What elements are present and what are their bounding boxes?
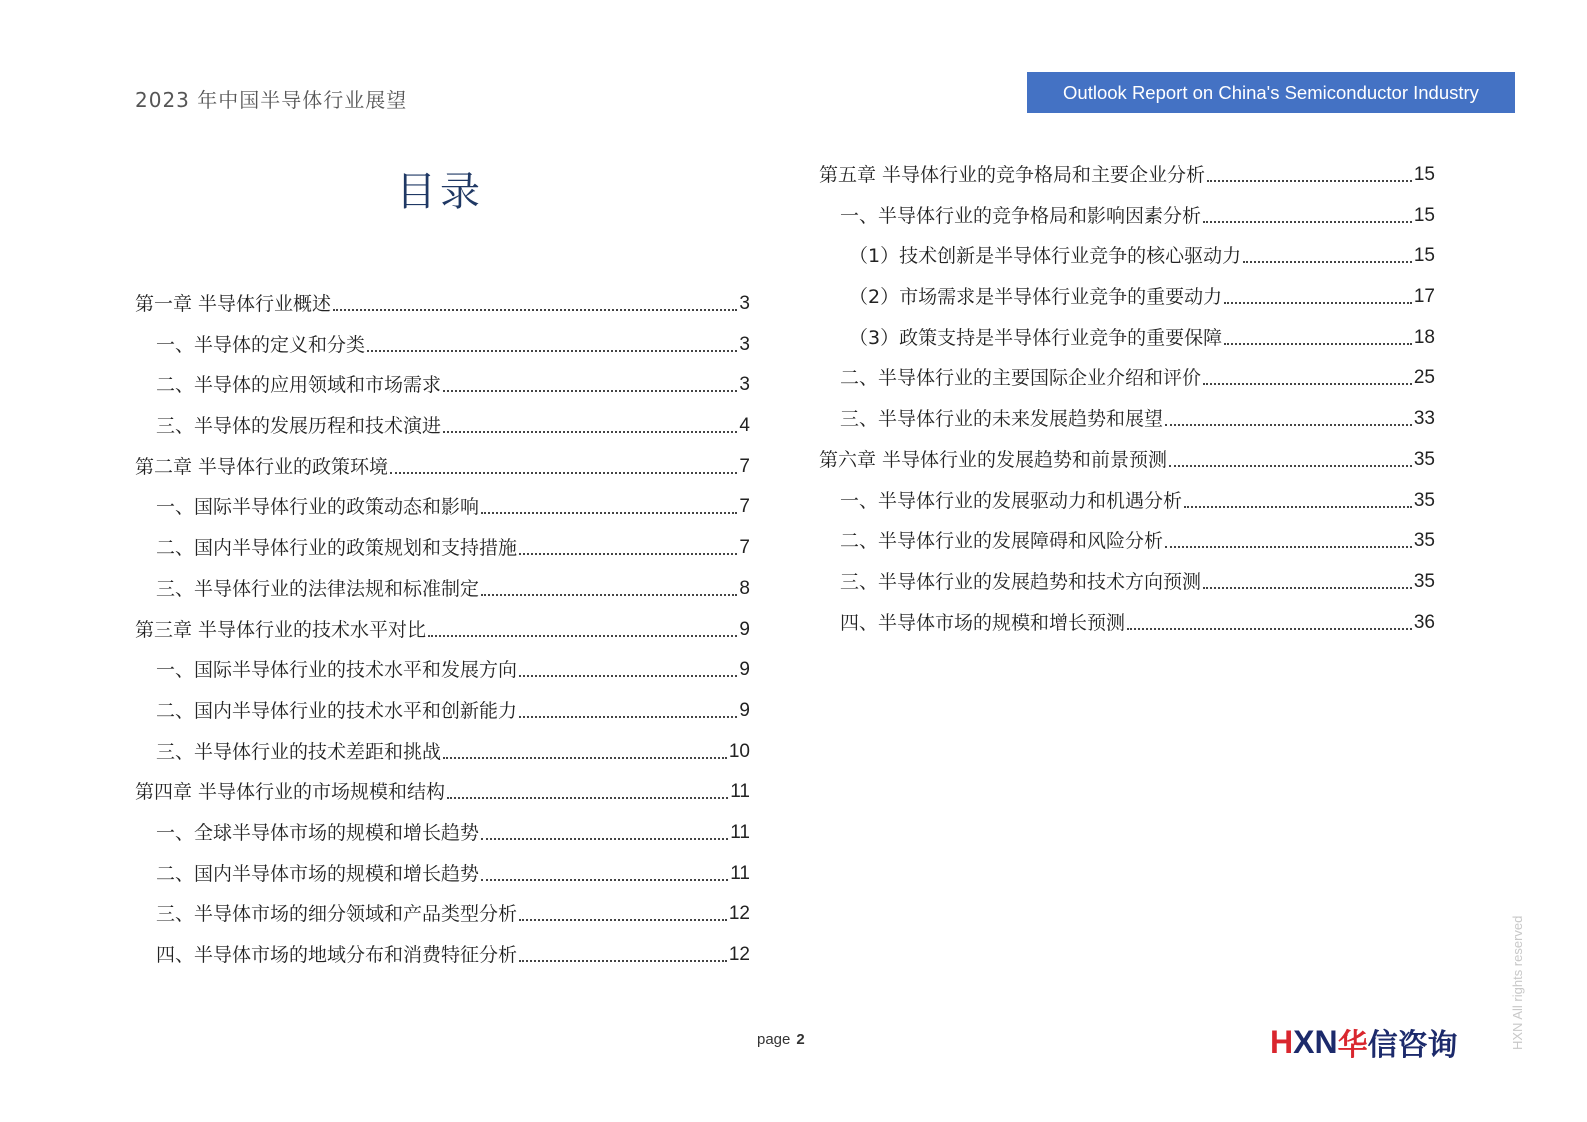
toc-leader-dots bbox=[1224, 302, 1412, 304]
toc-entry-text: 三、半导体行业的法律法规和标准制定 bbox=[156, 577, 480, 600]
toc-entry-page: 3 bbox=[739, 293, 750, 314]
toc-entry-page: 11 bbox=[730, 821, 750, 843]
toc-entry-page: 7 bbox=[739, 537, 750, 559]
toc-leader-dots bbox=[1243, 261, 1412, 263]
toc-entry-page: 15 bbox=[1413, 245, 1435, 267]
toc-entry-page: 35 bbox=[1413, 448, 1435, 470]
toc-entry-page: 18 bbox=[1413, 326, 1435, 348]
toc-entry-page: 11 bbox=[730, 781, 750, 803]
toc-entry-page: 7 bbox=[739, 455, 750, 477]
toc-leader-dots bbox=[519, 553, 737, 555]
toc-leader-dots bbox=[1203, 221, 1412, 223]
toc-entry[interactable] bbox=[135, 528, 750, 561]
rights-notice: HXN All rights reserved bbox=[1510, 915, 1525, 1050]
toc-entry-page: 35 bbox=[1413, 570, 1435, 592]
toc-leader-dots bbox=[519, 716, 737, 718]
toc-entry-page: 12 bbox=[728, 903, 750, 925]
toc-entry-text: 第三章 半导体行业的技术水平对比 bbox=[135, 618, 427, 641]
toc-entry[interactable] bbox=[135, 325, 750, 358]
logo-latin: XN bbox=[1293, 1023, 1338, 1060]
hxn-logo bbox=[1270, 1022, 1458, 1062]
toc-entry-text: 第五章 半导体行业的竞争格局和主要企业分析 bbox=[819, 164, 1206, 186]
toc-leader-dots bbox=[447, 797, 728, 799]
page-footer bbox=[757, 1031, 805, 1048]
toc-entry[interactable] bbox=[135, 487, 750, 520]
toc-entry-page: 7 bbox=[739, 496, 750, 518]
toc-leader-dots bbox=[1165, 546, 1412, 548]
toc-entry[interactable] bbox=[135, 610, 750, 643]
toc-entry-text: 二、国内半导体市场的规模和增长趋势 bbox=[156, 862, 480, 885]
header-banner: Outlook Report on China's Semiconductor Industry bbox=[1027, 72, 1515, 113]
toc-entry[interactable] bbox=[819, 318, 1435, 351]
toc-leader-dots bbox=[481, 879, 728, 881]
toc-leader-dots bbox=[443, 390, 737, 392]
toc-entry[interactable] bbox=[819, 236, 1435, 269]
toc-entry[interactable] bbox=[135, 406, 750, 439]
toc-entry-page: 3 bbox=[739, 333, 750, 355]
page-label: page bbox=[757, 1031, 791, 1048]
toc-entry-text: 三、半导体市场的细分领域和产品类型分析 bbox=[156, 903, 518, 926]
toc-entry[interactable] bbox=[135, 691, 750, 724]
toc-leader-dots bbox=[1207, 180, 1412, 182]
toc-entry[interactable] bbox=[819, 399, 1435, 432]
toc-entry[interactable] bbox=[819, 277, 1435, 310]
toc-entry-page: 25 bbox=[1413, 367, 1435, 389]
toc-leader-dots bbox=[443, 431, 737, 433]
toc-entry-text: 第一章 半导体行业概述 bbox=[135, 293, 332, 315]
toc-entry-text: （1）技术创新是半导体行业竞争的核心驱动力 bbox=[849, 245, 1242, 268]
toc-leader-dots bbox=[1184, 506, 1412, 508]
toc-entry[interactable] bbox=[819, 603, 1435, 636]
toc-entry-text: 一、全球半导体市场的规模和增长趋势 bbox=[156, 821, 480, 844]
toc-entry-text: 第二章 半导体行业的政策环境 bbox=[135, 455, 389, 478]
toc-entry-text: 一、半导体行业的竞争格局和影响因素分析 bbox=[840, 204, 1202, 227]
toc-entry-page: 15 bbox=[1413, 164, 1435, 185]
toc-entry-page: 36 bbox=[1413, 611, 1435, 633]
toc-entry-page: 4 bbox=[739, 415, 750, 437]
toc-entry-page: 9 bbox=[739, 659, 750, 681]
toc-leader-dots bbox=[481, 838, 728, 840]
toc-leader-dots bbox=[481, 594, 737, 596]
toc-entry-text: （2）市场需求是半导体行业竞争的重要动力 bbox=[849, 286, 1223, 309]
toc-entry-text: 一、半导体行业的发展驱动力和机遇分析 bbox=[840, 489, 1183, 512]
toc-leader-dots bbox=[519, 919, 727, 921]
toc-entry-page: 8 bbox=[739, 577, 750, 599]
toc-entry[interactable] bbox=[819, 440, 1435, 473]
toc-leader-dots bbox=[428, 635, 737, 637]
toc-leader-dots bbox=[443, 757, 727, 759]
toc-left-column bbox=[135, 284, 750, 976]
toc-leader-dots bbox=[1169, 465, 1412, 467]
toc-entry-text: 一、国际半导体行业的技术水平和发展方向 bbox=[156, 659, 518, 682]
header-title: 2023 年中国半导体行业展望 bbox=[135, 88, 408, 112]
toc-leader-dots bbox=[1165, 424, 1412, 426]
toc-entry-text: （3）政策支持是半导体行业竞争的重要保障 bbox=[849, 326, 1223, 349]
logo-cn-red: 华 bbox=[1337, 1028, 1368, 1063]
toc-entry-page: 9 bbox=[739, 618, 750, 640]
toc-leader-dots bbox=[1203, 587, 1412, 589]
toc-entry[interactable] bbox=[135, 650, 750, 683]
logo-mark: H bbox=[1270, 1023, 1294, 1060]
toc-leader-dots bbox=[333, 309, 737, 311]
toc-entry[interactable] bbox=[135, 732, 750, 765]
toc-entry[interactable] bbox=[135, 365, 750, 398]
toc-entry-text: 一、半导体的定义和分类 bbox=[156, 333, 366, 356]
toc-entry[interactable] bbox=[819, 562, 1435, 595]
toc-entry[interactable] bbox=[819, 358, 1435, 391]
toc-leader-dots bbox=[519, 675, 737, 677]
toc-entry-page: 9 bbox=[739, 699, 750, 721]
toc-leader-dots bbox=[367, 350, 737, 352]
toc-entry-page: 10 bbox=[728, 740, 750, 762]
toc-right-column bbox=[819, 155, 1435, 643]
toc-entry[interactable] bbox=[135, 813, 750, 846]
toc-entry-text: 三、半导体行业的发展趋势和技术方向预测 bbox=[840, 570, 1202, 593]
toc-leader-dots bbox=[1127, 628, 1412, 630]
toc-entry-text: 二、国内半导体行业的政策规划和支持措施 bbox=[156, 537, 518, 560]
toc-entry-text: 第四章 半导体行业的市场规模和结构 bbox=[135, 781, 446, 804]
toc-entry[interactable] bbox=[135, 854, 750, 887]
toc-leader-dots bbox=[519, 960, 727, 962]
toc-entry[interactable] bbox=[819, 155, 1435, 188]
toc-entry[interactable] bbox=[135, 935, 750, 968]
toc-entry[interactable] bbox=[135, 569, 750, 602]
toc-entry-page: 3 bbox=[739, 374, 750, 396]
toc-entry-page: 35 bbox=[1413, 530, 1435, 552]
toc-entry-page: 17 bbox=[1413, 286, 1435, 308]
toc-entry-text: 二、半导体行业的主要国际企业介绍和评价 bbox=[840, 367, 1202, 390]
toc-entry-text: 四、半导体市场的规模和增长预测 bbox=[840, 611, 1126, 634]
logo-cn-blue: 信咨询 bbox=[1367, 1028, 1458, 1063]
toc-leader-dots bbox=[390, 472, 737, 474]
toc-entry[interactable] bbox=[819, 196, 1435, 229]
toc-entry-text: 二、国内半导体行业的技术水平和创新能力 bbox=[156, 699, 518, 722]
toc-entry[interactable] bbox=[135, 772, 750, 805]
toc-entry[interactable] bbox=[135, 284, 750, 317]
toc-entry-page: 35 bbox=[1413, 489, 1435, 511]
toc-entry-page: 11 bbox=[730, 862, 750, 884]
toc-entry-text: 三、半导体行业的技术差距和挑战 bbox=[156, 740, 442, 763]
toc-entry-text: 四、半导体市场的地域分布和消费特征分析 bbox=[156, 944, 518, 966]
toc-entry-page: 33 bbox=[1413, 408, 1435, 430]
toc-entry-text: 一、国际半导体行业的政策动态和影响 bbox=[156, 496, 480, 519]
toc-entry-text: 三、半导体的发展历程和技术演进 bbox=[156, 415, 442, 438]
toc-entry[interactable] bbox=[135, 447, 750, 480]
toc-entry-text: 第六章 半导体行业的发展趋势和前景预测 bbox=[819, 448, 1168, 471]
toc-leader-dots bbox=[481, 512, 737, 514]
toc-entry-text: 三、半导体行业的未来发展趋势和展望 bbox=[840, 408, 1164, 431]
toc-leader-dots bbox=[1224, 343, 1412, 345]
toc-entry-page: 12 bbox=[728, 944, 750, 965]
toc-entry[interactable] bbox=[819, 521, 1435, 554]
toc-entry[interactable] bbox=[819, 481, 1435, 514]
page-number: 2 bbox=[796, 1031, 805, 1048]
toc-entry-page: 15 bbox=[1413, 204, 1435, 226]
toc-title: 目录 bbox=[396, 169, 484, 215]
toc-entry[interactable] bbox=[135, 894, 750, 927]
toc-leader-dots bbox=[1203, 383, 1412, 385]
toc-entry-text: 二、半导体的应用领域和市场需求 bbox=[156, 374, 442, 397]
toc-entry-text: 二、半导体行业的发展障碍和风险分析 bbox=[840, 530, 1164, 553]
